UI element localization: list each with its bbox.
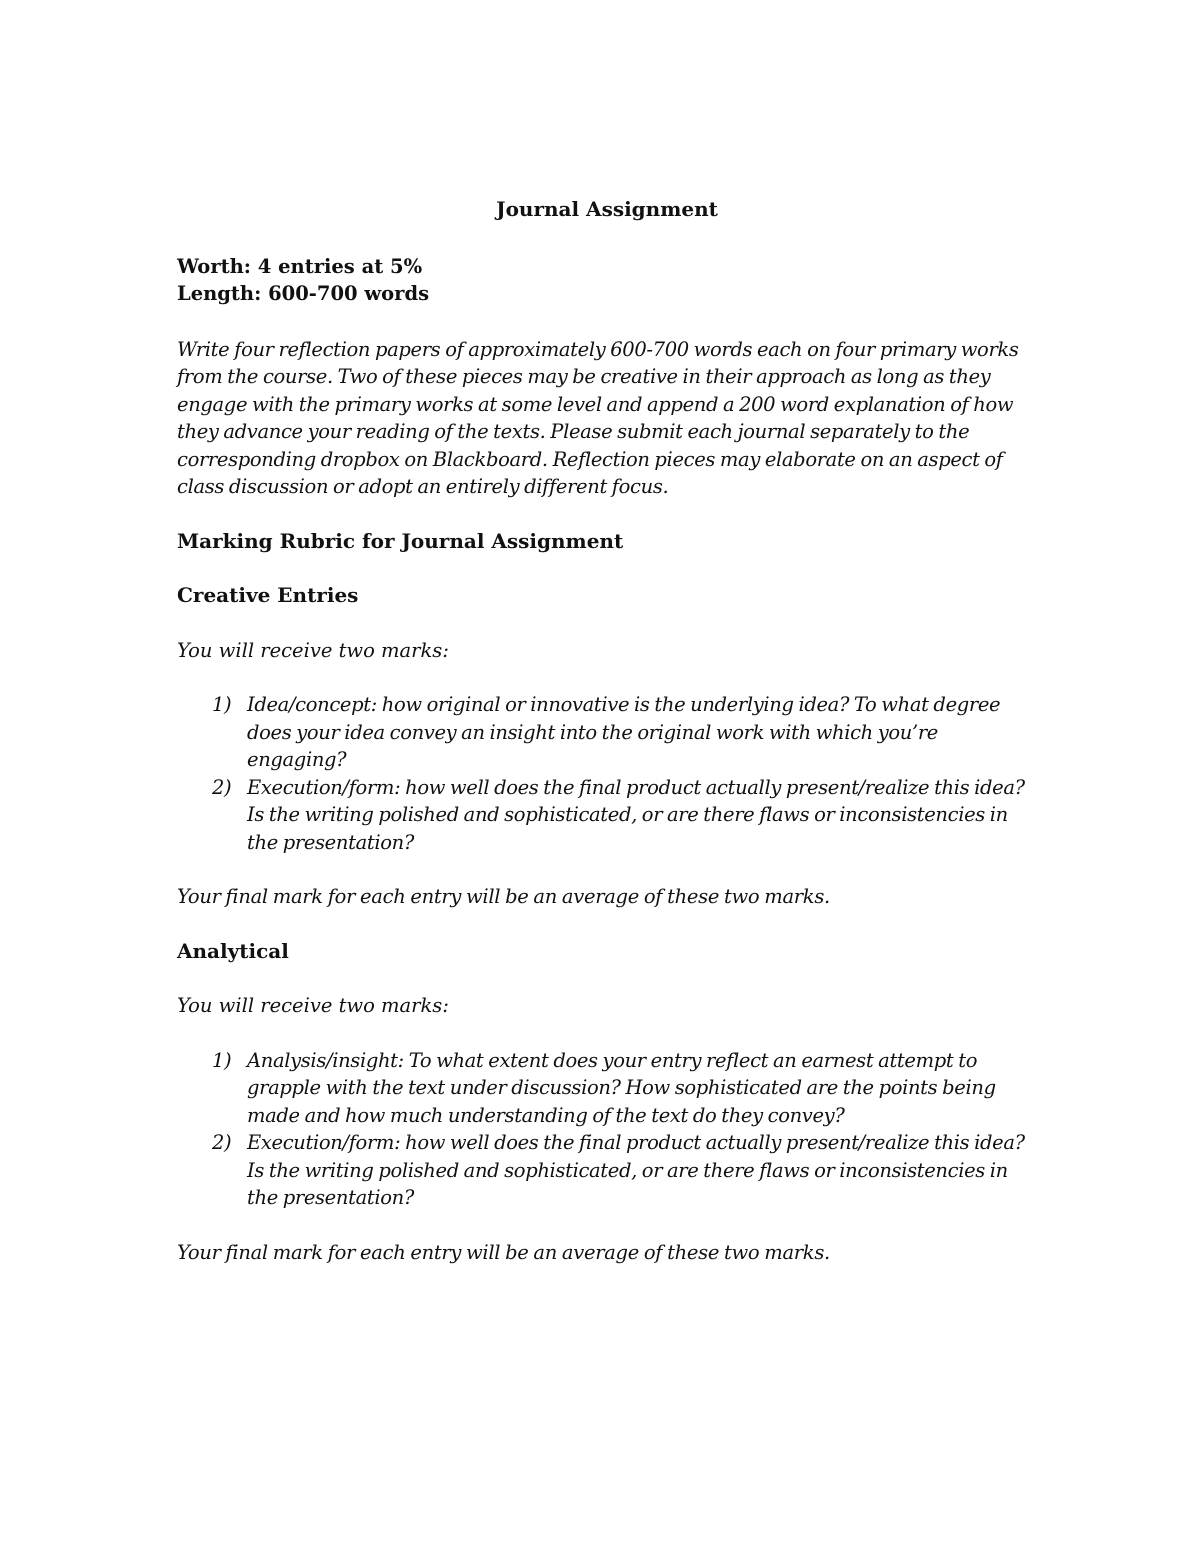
- list-number: 2): [212, 775, 232, 799]
- analytical-criteria-list: [177, 1047, 1037, 1212]
- list-item-text: Idea/concept: how original or innovative is the underlying idea? To what degree does your idea convey an insight into the original work with which you’re engaging?: [247, 693, 1001, 771]
- list-number: 1): [212, 1048, 232, 1072]
- list-item-text: Execution/form: how well does the final product actually present/realize this idea? Is the writing polished and sophisticated, or are there flaws or inconsistencies in the presentation?: [247, 775, 1025, 854]
- list-item: [177, 691, 1037, 774]
- creative-outro: Your final mark for each entry will be an average of these two marks.: [177, 885, 830, 908]
- list-item: [177, 1129, 1037, 1212]
- list-number: 2): [212, 1131, 232, 1154]
- list-number: 1): [212, 693, 232, 716]
- assignment-description: Write four reflection papers of approximately 600-700 words each on four primary works from the course. Two of these pieces may be creative in their approach as long as they engage with the primary works at some level and append a 200 word explanation of how they advance your reading of the texts. Please submit each journal separately to the corresponding dropbox on Blackboard. Reflection pieces may elaborate on an aspect of class discussion or adopt an entirely different focus.: [177, 337, 1019, 498]
- list-item: [177, 1047, 1037, 1130]
- assignment-meta: [177, 253, 1037, 308]
- list-item-text: Analysis/insight: To what extent does your entry reflect an earnest attempt to grapple with the text under discussion? How sophisticated are the points being made and how much understanding of the text do they convey?: [247, 1048, 996, 1127]
- analytical-outro: Your final mark for each entry will be an average of these two marks.: [177, 1240, 830, 1264]
- rubric-heading: Marking Rubric for Journal Assignment: [177, 528, 624, 553]
- creative-criteria-list: [177, 691, 1037, 856]
- document-body: [177, 196, 1037, 1293]
- creative-heading: Creative Entries: [177, 583, 359, 607]
- list-item: [177, 774, 1037, 857]
- list-item-text: Execution/form: how well does the final product actually present/realize this idea? Is the writing polished and sophisticated, or are there flaws or inconsistencies in the presentation?: [247, 1131, 1025, 1209]
- creative-intro: You will receive two marks:: [177, 638, 449, 662]
- document-title: Journal Assignment: [496, 197, 718, 221]
- length-line: Length: 600-700 words: [177, 282, 430, 305]
- worth-line: Worth: 4 entries at 5%: [177, 254, 423, 278]
- analytical-intro: You will receive two marks:: [177, 994, 449, 1017]
- analytical-heading: Analytical: [177, 938, 289, 963]
